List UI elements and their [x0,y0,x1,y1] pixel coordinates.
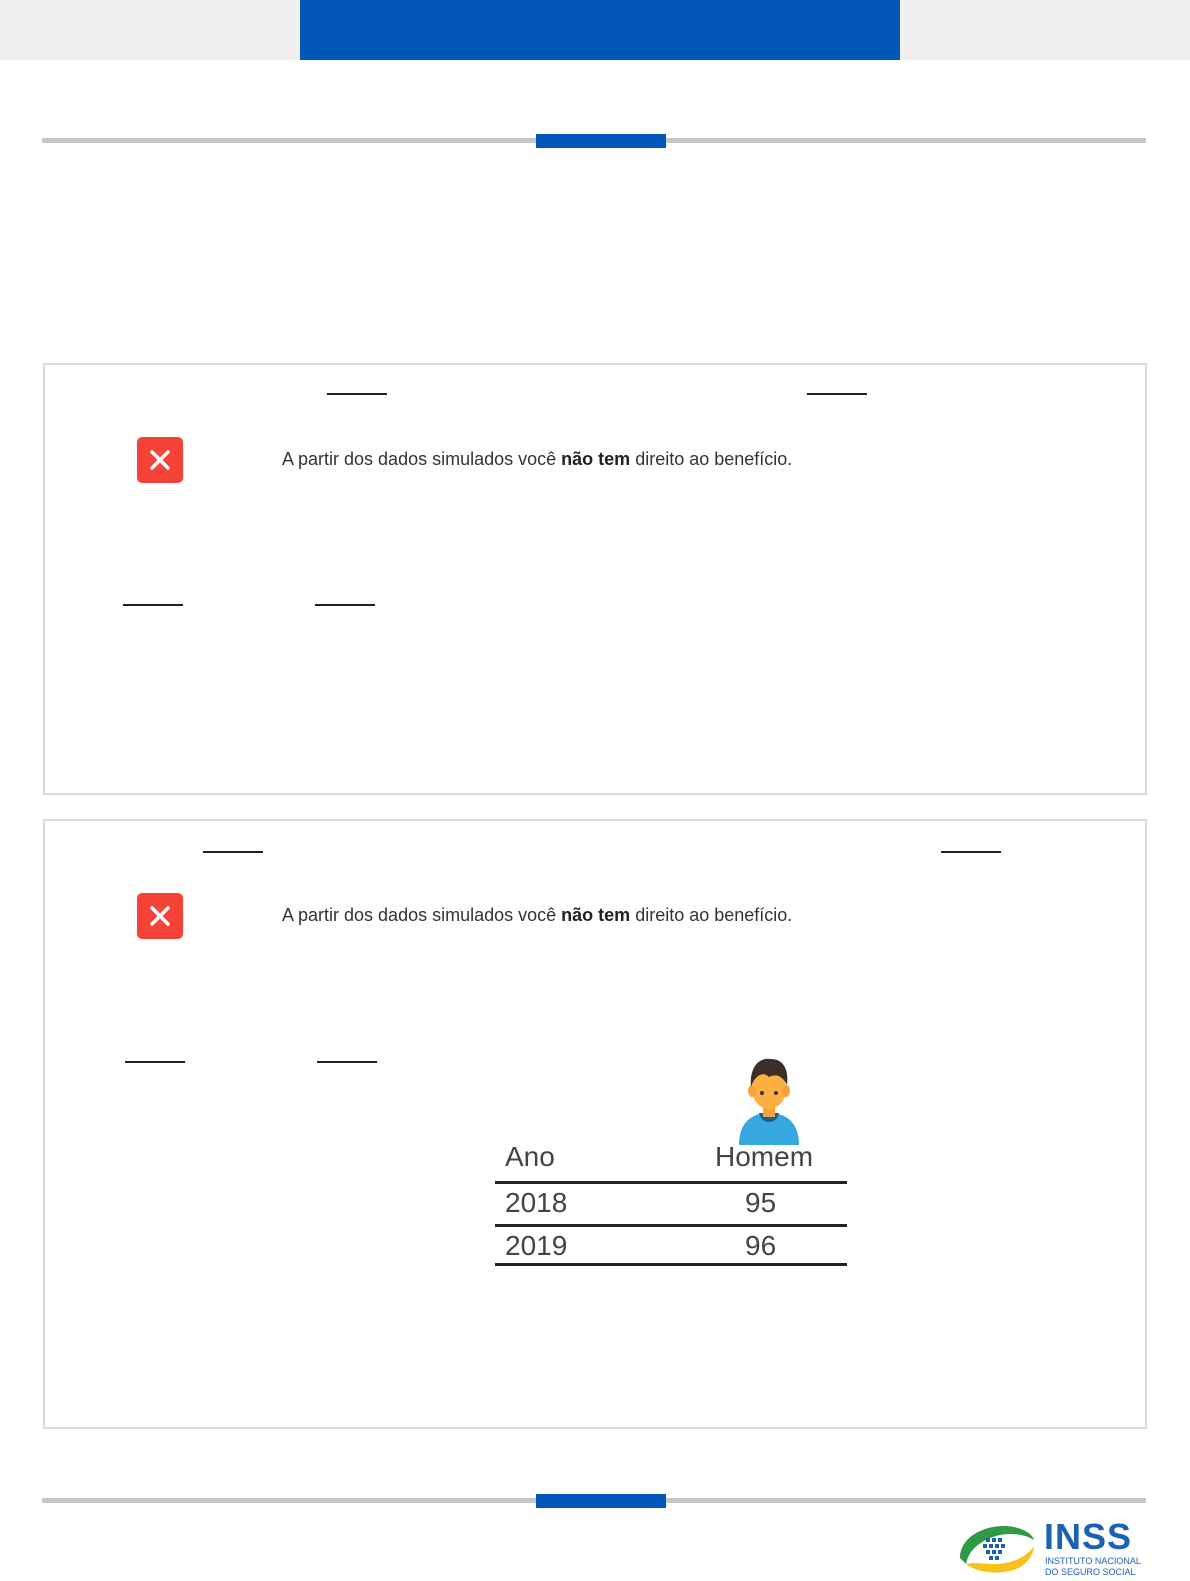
result-emphasis: não tem [561,449,631,469]
inss-logo-emblem [956,1518,1040,1576]
inss-logo-name: INSS [1044,1516,1133,1557]
blank-line [123,604,183,606]
header-title-bar [300,0,900,60]
table-cell-year: 2019 [505,1230,568,1261]
blank-line [807,393,867,395]
result-emphasis: não tem [561,905,631,925]
result-message: A partir dos dados simulados você não tem direito ao benefício. [282,905,793,925]
man-icon [735,1053,803,1145]
error-x-icon [137,893,183,939]
blank-line [203,851,263,853]
result-panel-2 [43,819,1147,1429]
inss-logo-line1: INSTITUTO NACIONAL [1045,1556,1141,1566]
inss-logo-line2: DO SEGURO SOCIAL [1045,1567,1136,1577]
blank-line [941,851,1001,853]
table-rule [495,1181,847,1184]
result-panel-1 [43,363,1147,795]
table-cell-value: 95 [745,1187,777,1218]
table-cell-value: 96 [745,1230,777,1261]
bottom-divider-accent [536,1494,666,1508]
blank-line [327,393,387,395]
table-rule [495,1263,847,1266]
table-header-year: Ano [505,1141,555,1172]
table-cell-year: 2018 [505,1187,568,1218]
table-header-man: Homem [715,1141,814,1172]
result-message: A partir dos dados simulados você não tem direito ao benefício. [282,449,793,469]
error-x-icon [137,437,183,483]
table-rule [495,1224,847,1227]
blank-line [317,1061,377,1063]
top-divider-accent [536,134,666,148]
blank-line [125,1061,185,1063]
blank-line [315,604,375,606]
